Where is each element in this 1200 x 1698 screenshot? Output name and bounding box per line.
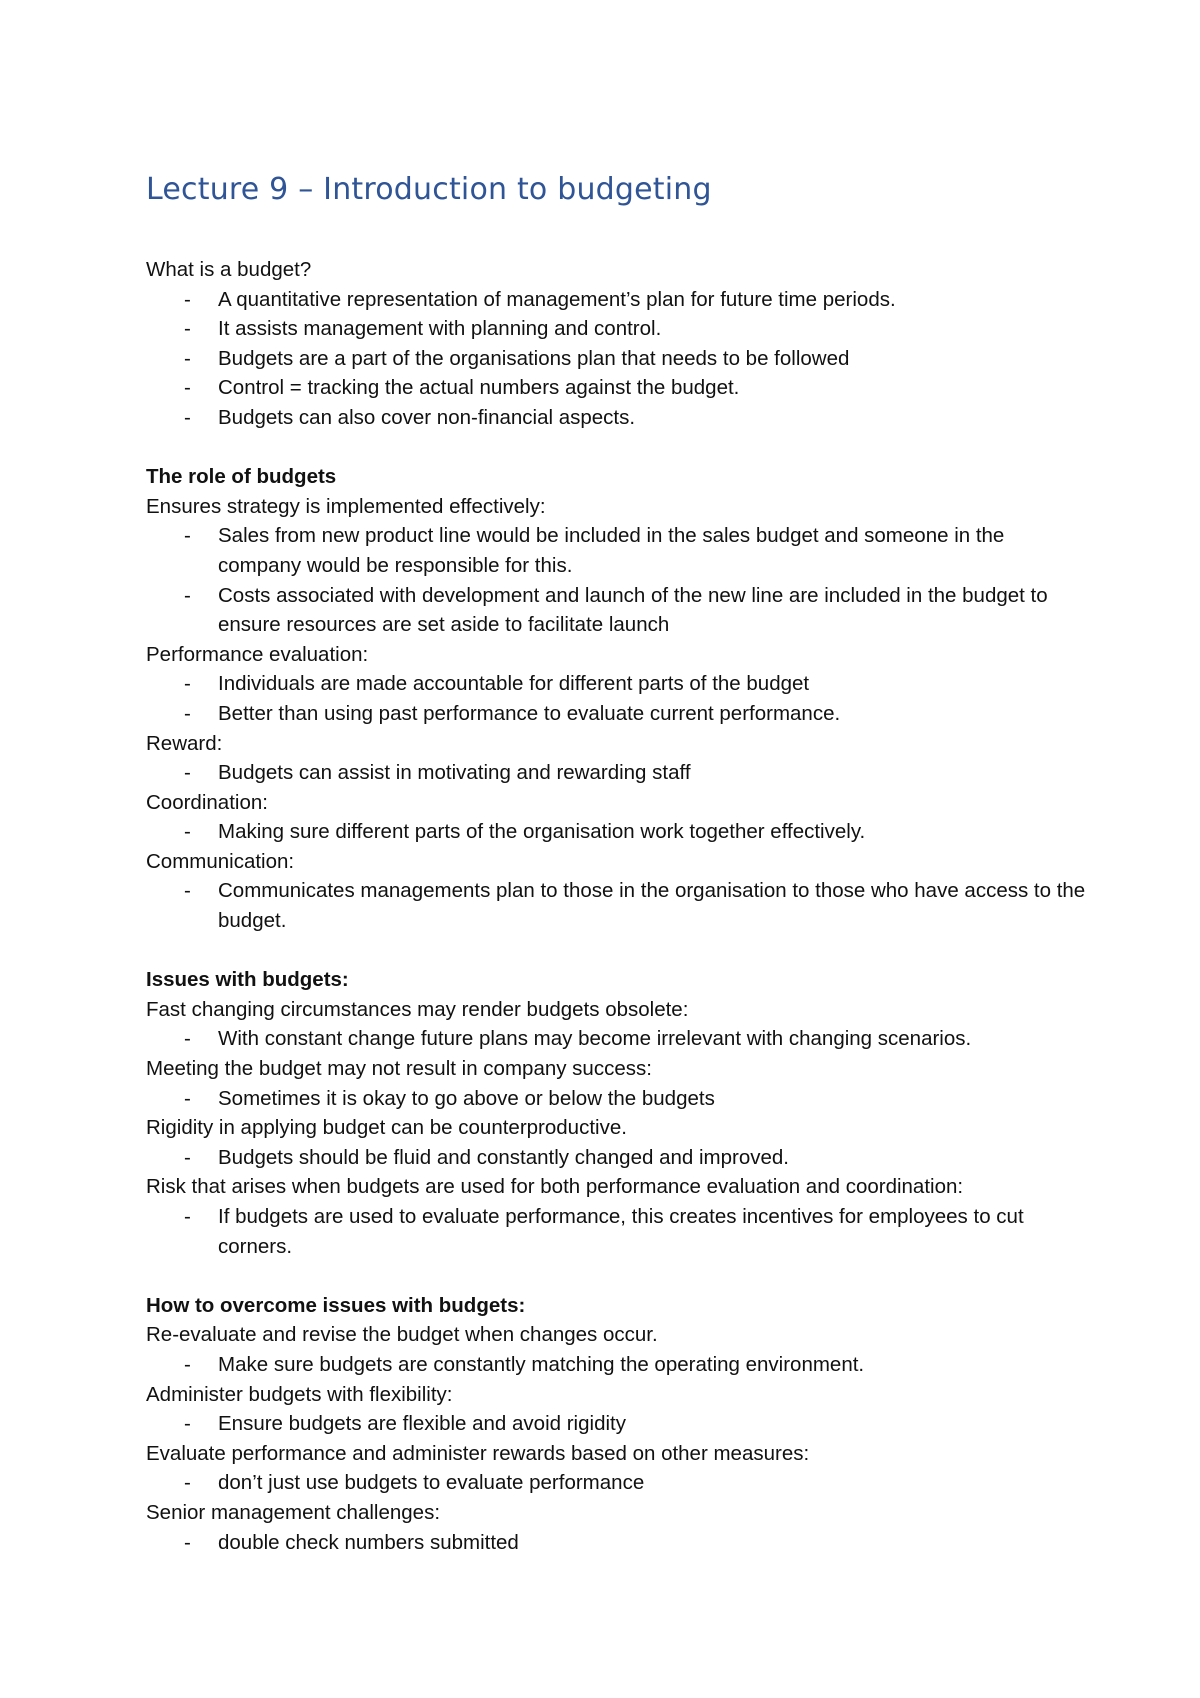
list-item — [146, 1202, 1086, 1261]
group-label: Rigidity in applying budget can be counterproductive. — [146, 1116, 627, 1140]
bullet-marker: - — [184, 1530, 191, 1554]
group-label: Senior management challenges: — [146, 1500, 441, 1524]
list-item-text: Make sure budgets are constantly matching the operating environment. — [218, 1352, 865, 1376]
bullet-marker: - — [184, 1352, 191, 1376]
group-label: Communication: — [146, 849, 295, 873]
section — [146, 462, 1086, 936]
group-label: Coordination: — [146, 790, 268, 814]
list-item — [146, 581, 1086, 640]
list-item — [146, 876, 1086, 935]
document-title: Lecture 9 – Introduction to budgeting — [146, 172, 712, 207]
list-item — [146, 1143, 1086, 1173]
bullet-marker: - — [184, 287, 191, 311]
group-label: Re-evaluate and revise the budget when changes occur. — [146, 1323, 658, 1347]
list-item — [146, 403, 1086, 433]
list-item-text: Making sure different parts of the organisation work together effectively. — [218, 820, 866, 844]
group-label: Reward: — [146, 731, 223, 755]
list-item — [146, 285, 1086, 315]
list-item-text: Budgets can assist in motivating and rewarding staff — [218, 761, 691, 785]
group-label: Performance evaluation: — [146, 642, 369, 666]
list-item-text: Sales from new product line would be included in the sales budget and someone in the company would be responsible for this. — [218, 524, 1005, 577]
bullet-marker: - — [184, 524, 191, 548]
list-item — [146, 373, 1086, 403]
section-heading: The role of budgets — [146, 465, 337, 489]
list-item-text: Budgets can also cover non-financial aspects. — [218, 405, 636, 429]
list-item — [146, 344, 1086, 374]
list-item-text: Budgets are a part of the organisations plan that needs to be followed — [218, 346, 850, 370]
group-label: Evaluate performance and administer rewards based on other measures: — [146, 1441, 810, 1465]
list-item — [146, 1409, 1086, 1439]
list-item-text: A quantitative representation of management’s plan for future time periods. — [218, 287, 896, 311]
list-item-text: Better than using past performance to evaluate current performance. — [218, 701, 841, 725]
bullet-marker: - — [184, 701, 191, 725]
section-spacer — [146, 1261, 1086, 1291]
bullet-marker: - — [184, 1412, 191, 1436]
list-item — [146, 1468, 1086, 1498]
sections-container — [146, 255, 1086, 1557]
list-item-text: Ensure budgets are flexible and avoid rigidity — [218, 1412, 626, 1436]
list-item-text: Control = tracking the actual numbers against the budget. — [218, 376, 740, 400]
list-item — [146, 314, 1086, 344]
list-item-text: Individuals are made accountable for different parts of the budget — [218, 672, 810, 696]
list-item-text: If budgets are used to evaluate performance, this creates incentives for employees to cut corners. — [218, 1205, 1024, 1258]
group-label: Meeting the budget may not result in company success: — [146, 1057, 652, 1081]
section-heading: How to overcome issues with budgets: — [146, 1293, 526, 1317]
list-item — [146, 699, 1086, 729]
list-item-text: double check numbers submitted — [218, 1530, 519, 1554]
list-item — [146, 1350, 1086, 1380]
list-item — [146, 817, 1086, 847]
bullet-marker: - — [184, 879, 191, 903]
section — [146, 965, 1086, 1261]
bullet-marker: - — [184, 405, 191, 429]
bullet-marker: - — [184, 761, 191, 785]
list-item — [146, 1528, 1086, 1558]
bullet-marker: - — [184, 1205, 191, 1228]
group-label: Risk that arises when budgets are used for both performance evaluation and coordination: — [146, 1175, 964, 1199]
list-item-text: Costs associated with development and launch of the new line are included in the budget to ensure resources are set aside to facilitate launch — [218, 583, 1048, 637]
document-body — [146, 168, 1086, 1557]
bullet-marker: - — [184, 672, 191, 696]
group-label: Administer budgets with flexibility: — [146, 1382, 453, 1406]
bullet-marker: - — [184, 1027, 191, 1051]
bullet-marker: - — [184, 820, 191, 844]
section — [146, 255, 1086, 433]
section-spacer — [146, 936, 1086, 966]
bullet-marker: - — [184, 376, 191, 400]
group-label: Ensures strategy is implemented effectively: — [146, 494, 546, 518]
list-item — [146, 669, 1086, 699]
bullet-marker: - — [184, 1145, 191, 1169]
section-heading: Issues with budgets: — [146, 968, 349, 992]
bullet-marker: - — [184, 1471, 191, 1495]
list-item-text: Budgets should be fluid and constantly changed and improved. — [218, 1145, 789, 1169]
list-item-text: With constant change future plans may become irrelevant with changing scenarios. — [218, 1027, 972, 1051]
bullet-marker: - — [184, 583, 191, 607]
list-item-text: It assists management with planning and control. — [218, 317, 662, 341]
section — [146, 1291, 1086, 1557]
list-item-text: Sometimes it is okay to go above or below the budgets — [218, 1086, 715, 1110]
list-item — [146, 758, 1086, 788]
section-spacer — [146, 433, 1086, 463]
list-item — [146, 1084, 1086, 1114]
bullet-marker: - — [184, 317, 191, 341]
bullet-marker: - — [184, 346, 191, 370]
list-item — [146, 1024, 1086, 1054]
group-label: Fast changing circumstances may render budgets obsolete: — [146, 997, 689, 1021]
bullet-marker: - — [184, 1086, 191, 1110]
list-item-text: Communicates managements plan to those in the organisation to those who have access to the budget. — [218, 879, 1086, 933]
list-item-text: don’t just use budgets to evaluate performance — [218, 1471, 645, 1495]
list-item — [146, 521, 1086, 580]
section-heading: What is a budget? — [146, 258, 312, 281]
